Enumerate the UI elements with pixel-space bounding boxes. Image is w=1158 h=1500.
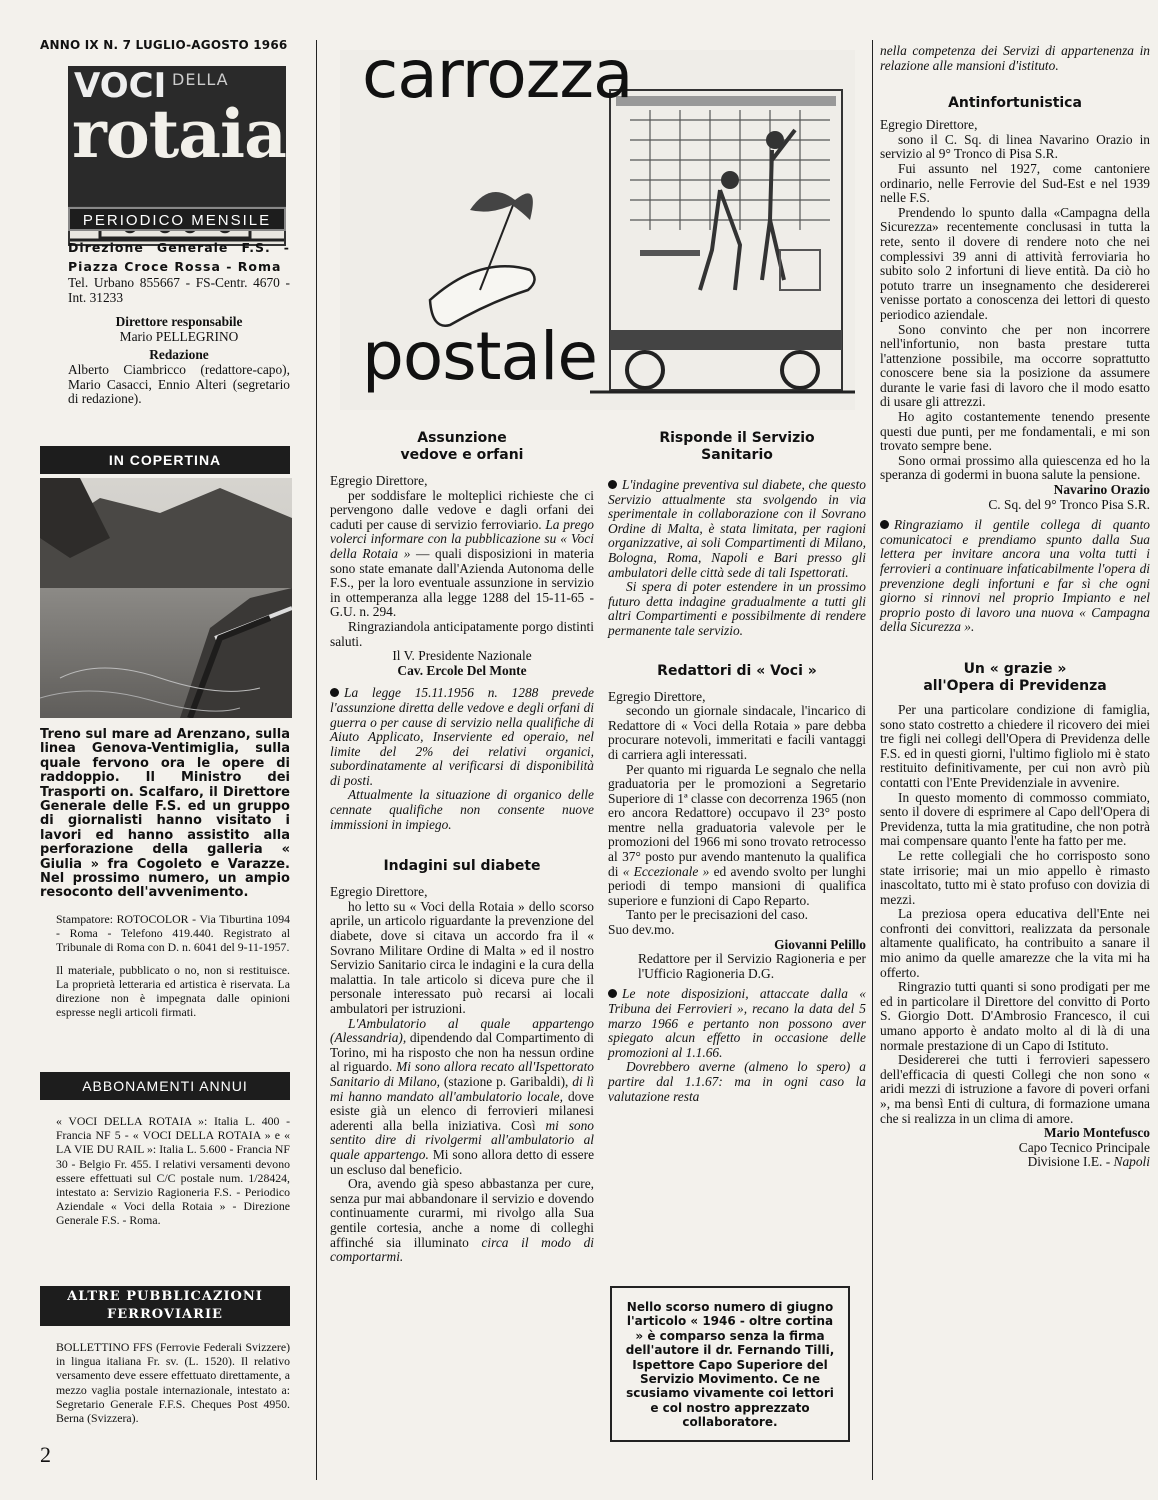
cover-photo — [40, 478, 292, 718]
antinf-p3: Prendendo lo spunto dalla «Campagna della Sicurezza» recentemente conclusasi in tutta la rete, sento il dovere di rendere noto che nei complessivi 39 anni di attività ferroviaria ho subito solo 2 infortuni di lieve entità. Da ciò ho potuto trarre un insegnamento che desidererei venisse portato a conoscenza dei lettori di questo periodico aziendale. — [880, 204, 1150, 322]
redattori-reply1: Le note disposizioni, attaccate dalla « Tribuna dei Ferrovieri », recano la data del 5 marzo 1966 e pertanto non possono aver spiegato alcun effetto in occasione delle promozioni al 1.1.66. — [608, 986, 866, 1060]
redattori-p4: Suo dev.mo. — [608, 922, 675, 938]
assunzione-p1 — [330, 489, 594, 620]
bullet-icon — [330, 688, 339, 697]
cover-caption: Treno sul mare ad Arenzano, sulla linea Genova-Ventimiglia, sulla quale fervono ora le opere di raddoppio. Il Ministro dei Trasporti on. Scalfaro, il Direttore Generale delle F.S. ed un gruppo di giornalisti hanno visitato i lavori ed hanno assistito alla perforazione della galleria « Giulia » fra Cogoleto e Varazze. Nel prossimo numero, un ampio resoconto dell'avvenimento. — [40, 727, 290, 901]
sanitario-heading — [608, 430, 866, 464]
apology-box — [610, 1286, 850, 1442]
copertina-bar: IN COPERTINA — [40, 446, 290, 474]
direttore-label: Direttore responsabile — [115, 314, 243, 330]
assunzione-p1b: La prego volerci informare con la pubblicazione su « Voci della Rotaia » — [330, 516, 594, 561]
continuation-text: nella competenza dei Servizi di appartenenza in relazione alle mansioni d'istituto. — [880, 43, 1150, 73]
redattori-reply2: Dovrebbero averne (almeno lo spero) a partire dal 1.1.67: ma in ogni caso la valutazione resta — [608, 1059, 866, 1104]
redattori-p2: Per quanto mi riguarda Le segnalo che nella graduatoria per le promozioni a Segretario Superiore di 1ª classe con decorrenza 1965 (non ero ancora Redattore) occupavo il 23° posto mentre nella graduatoria valevole per le promozioni del 1966 mi sono trovato retrocesso al 37° posto pur avendo mantenuto la qualifica di « Eccezionale » ed avendo svolto per lunghi periodi di tempo mansioni di qualifica superiore e funzioni di Capo Reparto. — [608, 761, 866, 908]
periodico-bar: PERIODICO MENSILE — [68, 207, 286, 231]
redattori-salute: Egregio Direttore, — [608, 688, 706, 704]
grazie-p2: In questo momento di commosso commiato, sento il dovere di esprimere al Capo dell'Opera di Previdenza, tutta la mia gratitudine, che non potrà mai compensare quanto l'ente ha fatto per me. — [880, 789, 1150, 849]
grazie-sig2: Capo Tecnico Principale — [1018, 1139, 1150, 1155]
grazie-sig1: Mario Montefusco — [1044, 1125, 1150, 1141]
assunzione-sig1: Il V. Presidente Nazionale — [392, 648, 532, 664]
direttore-name: Mario PELLEGRINO — [119, 328, 239, 344]
antinf-sig2: C. Sq. del 9° Tronco Pisa S.R. — [988, 496, 1150, 512]
diabete-p3: Ora, avendo già speso abbastanza per cure, senza pur mai abbandonare il servizio e dovendo continuamente curarmi, mi rivolgo alla Sua gentile cortesia, anche a nome di colleghi affinché sia illuminato circa il modo di comportarmi. — [330, 1176, 594, 1265]
assunzione-p1a: per soddisfare le molteplici richieste che ci pervengono dalle vedove e dagli orfani dei caduti per cause di servizio ferroviario. — [330, 487, 594, 532]
assunzione-heading-2: vedove e orfani — [400, 447, 524, 463]
redazione-label: Redazione — [149, 347, 209, 363]
bullet-icon — [608, 989, 617, 998]
grazie-heading — [880, 661, 1150, 695]
page-number: 2 — [40, 1442, 51, 1467]
antinf-p1: sono il C. Sq. di linea Navarino Orazio in servizio al 9° Tronco di Pisa S.R. — [880, 131, 1150, 162]
sanitario-p2: Si spera di poter estendere in un prossimo futuro detta indagine gradualmente a tutti gli altri Compartimenti e possibilmente di rendere permanente tale servizio. — [608, 579, 866, 638]
antinf-p6: Sono ormai prossimo alla quiescenza ed ho la speranza di godermi in buona salute la pensione. — [880, 452, 1150, 483]
assunzione-reply1: La legge 15.11.1956 n. 1288 prevede l'assunzione diretta delle vedove e degli orfani di guerra o per cause di servizio nella qualifiche di Aiuto Applicato, Inserviente ed operaio, nel limite del 2% dei relativi organici, subordinatamente al verificarsi di disponibilità di posti. — [330, 685, 594, 788]
sanitario-heading-1: Risponde il Servizio — [659, 430, 815, 446]
grazie-p3: Le rette collegiali che ho corrisposto sono state irrisorie; mai un mio appello è rimasto inascoltato, tutto mi è stato profuso con dovizia di mezzi. — [880, 847, 1150, 907]
assunzione-salute: Egregio Direttore, — [330, 473, 428, 488]
redazione-text: Alberto Ciambricco (redattore-capo), Mario Casacci, Ennio Alteri (segretario di redazione). — [68, 361, 290, 407]
column-rule-right — [872, 40, 873, 1480]
altre-text: BOLLETTINO FFS (Ferrovie Federali Svizzere) in lingua italiana Fr. sv. (L. 1520). Il relativo versamento deve essere effettuato direttamente, a mezzo vaglia postale internazionale, intestato a: Segretario Generale F.F.S. Cheques Post 4950. Berna (Svizzera). — [56, 1340, 290, 1426]
logo-voci: VOCI — [74, 66, 167, 106]
grazie-p1: Per una particolare condizione di famiglia, sono stato costretto a chiedere il ricovero dei miei tre figli nei collegi dell'Opera di Previdenza delle F.S. ed in questi giorni, l'ultimo figliolo mi è stato restituito definitivamente, per cui non avrò più contatti con l'Ente Previdenziale in avvenire. — [880, 701, 1150, 790]
abbonamenti-text: « VOCI DELLA ROTAIA »: Italia L. 400 - Francia NF 5 - « VOCI DELLA ROTAIA » e « LA VIE DU RAIL »: Italia L. 5.600 - Francia NF 30 - Belgio Fr. 455. I relativi versamenti devono essere effettuati sul C/C postale num. 1/28424, intestato a: Servizio Ragioneria F.S. - Periodico Aziendale « Voci della Rotaia » - Direzione Generale F.S. - Roma. — [56, 1114, 290, 1228]
redattori-sig: Giovanni Pelillo — [774, 936, 866, 952]
bullet-icon — [880, 520, 889, 529]
grazie-p4: La preziosa opera educativa dell'Ente nei confronti dei convittori, realizzata da personale altamente qualificato, ha contribuito a sanare il mio animo da quelle amarezze che la vita mi ha offerto. — [880, 906, 1150, 980]
altre-bar: ALTRE PUBBLICAZIONI FERROVIARIE — [40, 1286, 290, 1326]
column-rule-left — [316, 40, 317, 1480]
sanitario-p1: L'indagine preventiva sul diabete, che questo Servizio attualmente sta svolgendo in via sperimentale in collaborazione con il Sovrano Ordine di Malta, è stata limitata, per ragioni organizzative, ai soli Compartimenti di Milano, Bologna, Roma, Napoli e Bari presso gli ambulatori delle città sede di tali Ispettorati. — [608, 477, 866, 580]
right-column — [880, 44, 1150, 1170]
diabete-salute: Egregio Direttore, — [330, 884, 428, 900]
assunzione-heading-1: Assunzione — [417, 430, 507, 446]
grazie-p5: Ringrazio tutti quanti si sono prodigati per me ed in particolare il Direttore del convitto di Porto S. Giorgio Dott. D'Ambrosio Francesco, il cui umano apporto è andato molto al di là di una normale prestazione di un Capo di Istituto. — [880, 979, 1150, 1053]
antinf-p5: Ho agito costantemente tenendo presente questi due punti, per me fondamentali, e mi son trovato sempre bene. — [880, 409, 1150, 454]
antinf-reply: Ringraziamo il gentile collega di quanto comunicatoci e prendiamo spunto dalla Sua lettera per invitare ancora una volta tutti i ferrovieri a continuare infaticabilmente l'opera di prevenzione degli infortuni e far sì che ogni giorno si rinnovi nel proprio Impianto e nel proprio posto di lavoro una nuova « Campagna della Sicurezza ». — [880, 517, 1150, 635]
redattori-sig2: Redattore per il Servizio Ragioneria e per l'Ufficio Ragioneria D.G. — [638, 951, 866, 981]
bullet-icon — [608, 480, 617, 489]
grazie-p6: Desidererei che tutti i ferrovieri sapessero dell'efficacia di questi Collegi che non sono « aridi mezzi di istruzione a favore di poveri orfani », ma bensì Enti di cultura, di formazione umana che si realizza in un clima di amore. — [880, 1052, 1150, 1126]
redattori-p1: secondo un giornale sindacale, l'incarico di Redattore di « Voci della Rotaia » pare debba procurare notevoli, immeritati e facili vantaggi di carriera agli interessati. — [608, 703, 866, 762]
stampatore-text: Stampatore: ROTOCOLOR - Via Tiburtina 1094 - Roma - Telefono 419.440. Registrato al Tribunale di Roma con D. n. 6041 del 9-11-1957. — [56, 912, 290, 955]
grazie-heading-1: Un « grazie » — [963, 660, 1067, 677]
diabete-heading: Indagini sul diabete — [383, 858, 541, 875]
logo-rotaia: rotaia — [72, 95, 286, 173]
tel: Tel. Urbano 855667 - FS-Centr. 4670 - Int. 31233 — [68, 275, 290, 305]
antinf-p2: Fui assunto nel 1927, come cantoniere ordinario, nelle Ferrovie del Sud-Est e nel 1939 nelle F.S. — [880, 160, 1150, 206]
redattori-p3: Tanto per le precisazioni del caso. — [626, 907, 808, 923]
assunzione-article — [330, 430, 594, 1265]
antinf-heading: Antinfortunistica — [948, 95, 1082, 112]
title-carrozza: carrozza — [362, 36, 633, 113]
grazie-sig3: Divisione I.E. - Napoli — [1027, 1154, 1150, 1170]
sanitario-article — [608, 430, 866, 1104]
assunzione-p2: Ringraziandola anticipatamente porgo distinti saluti. — [330, 618, 594, 649]
grazie-heading-2: all'Opera di Previdenza — [923, 677, 1107, 694]
assunzione-sig2: Cav. Ercole Del Monte — [397, 662, 527, 678]
title-postale: postale — [362, 318, 597, 395]
address: Direzione Generale F.S. - Piazza Croce Rossa - Roma — [68, 240, 290, 274]
title-illustration — [340, 36, 855, 412]
diabete-p2: L'Ambulatorio al quale appartengo (Alessandria), dipendendo dal Compartimento di Torino, mi ha risposto che non ha nessun ordine al riguardo. Mi sono allora recato all'Ispettorato Sanitario di Milano, (stazione p. Garibaldi), di lì mi hanno mandato all'ambulatorio locale, dove esiste già un elenco di ferrovieri milanesi aderenti alla bella iniziativa. Così mi sono sentito dire di rivolgermi all'ambulatorio al quale appartengo. Mi sono allora detto di essere un escluso dal beneficio. — [330, 1015, 595, 1177]
redattori-heading: Redattori di « Voci » — [657, 662, 817, 679]
antinf-p4: Sono convinto che per non incorrere nell'infortunio, non basta prestare tutta l'attenzione possibile, ma occorre soprattutto conoscere bene sia la posizione da assumere durante le varie fasi di lavoro che il modo esatto di usare gli attrezzi. — [880, 321, 1150, 410]
logo-della: DELLA — [172, 70, 229, 89]
assunzione-heading — [330, 430, 594, 464]
assunzione-reply2: Attualmente la situazione di organico delle cennate qualifiche non consente nuove immissioni in impiego. — [330, 787, 594, 832]
materiale-text: Il materiale, pubblicato o no, non si restituisce. La proprietà letteraria ed artistica è riservata. La direzione non è impegnata dalle opinioni espresse negli articoli firmati. — [56, 962, 290, 1020]
diabete-p1: ho letto su « Voci della Rotaia » dello scorso aprile, un articolo riguardante la prevenzione del diabete, dove si citava un accordo fra il « Sovrano Militare Ordine di Malta » ed il nostro Servizio Sanitario circa le indagini e la cura della malattia. In tale articolo si diceva pure che il personale interessato può recarsi ai locali ambulatori per istruzioni. — [330, 898, 594, 1016]
stampatore — [56, 912, 290, 1019]
abbonamenti-bar: ABBONAMENTI ANNUI — [40, 1072, 290, 1100]
assunzione-p1c: — quali disposizioni in materia sono state emanate dall'Azienda Autonoma delle F.S., per la loro eventuale assunzione in servizio in ottemperanza alla legge 1288 del 15-11-65 - G.U. n. 294. — [330, 545, 594, 620]
issue-line: ANNO IX N. 7 LUGLIO-AGOSTO 1966 — [40, 38, 288, 52]
antinf-salute: Egregio Direttore, — [880, 117, 978, 133]
sanitario-heading-2: Sanitario — [701, 447, 773, 463]
antinf-sig1: Navarino Orazio — [1053, 482, 1150, 498]
masthead-info — [68, 238, 290, 407]
apology-text: Nello scorso numero di giugno l'articolo « 1946 - oltre cortina » è comparso senza la firma dell'autore il dr. Fernando Tilli, Ispettore Capo Superiore del Servizio Movimento. Ce ne scusiamo vivamente coi lettori e col nostro apprezzato collaboratore. — [625, 1300, 835, 1430]
